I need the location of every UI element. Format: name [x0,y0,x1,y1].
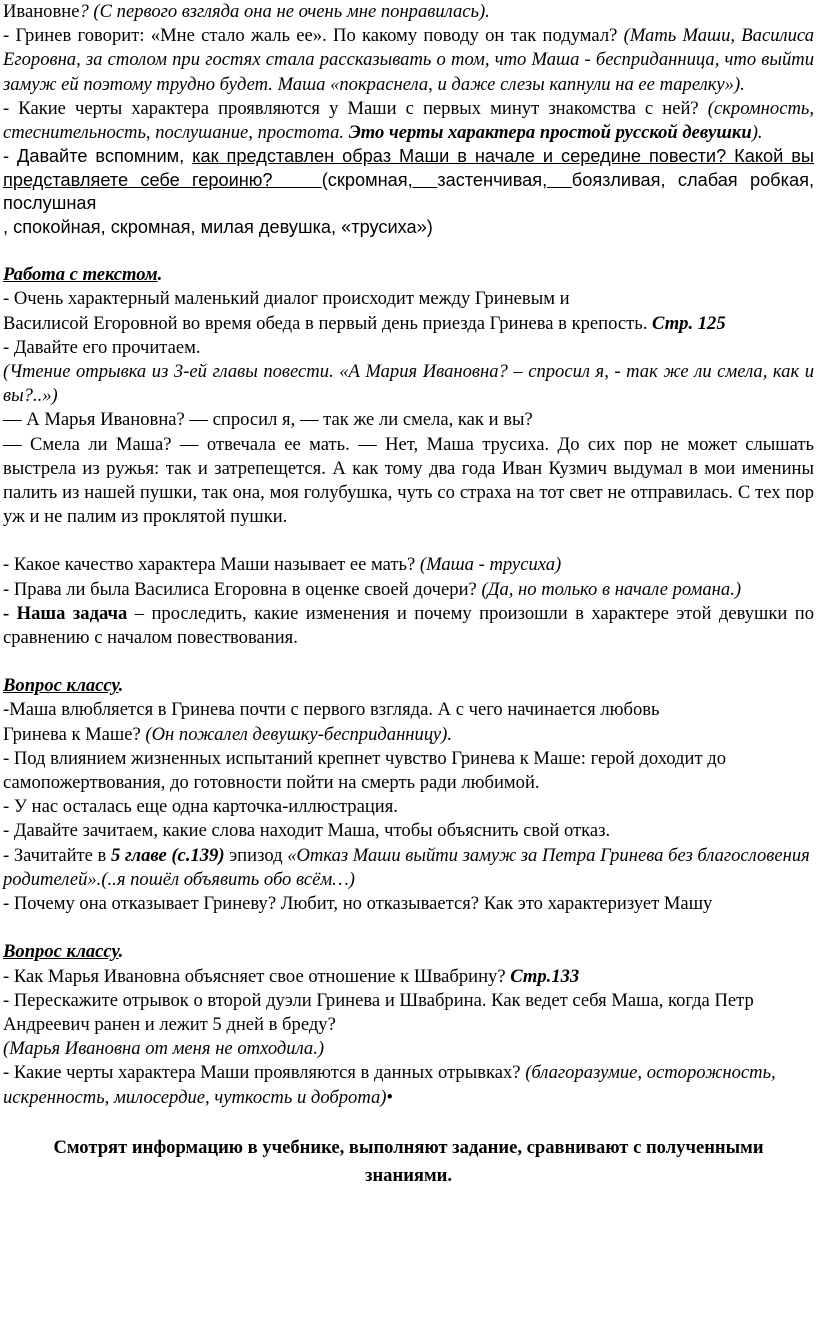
intro-line: Ивановне? (С первого взгляда она не очень мне понравилась). [3,1,490,22]
dialogue-line: — А Марья Ивановна? — спросил я, — так же ли смела, как и вы? [3,409,533,431]
question-paragraph: - Гринев говорит: «Мне стало жаль ее». По какому поводу он так подумал? (Мать Маши, Василиса Егоровна, за столом при гостях стала рассказывать о том, что Маша - бесприданница, что выйти замуж ей поэтому трудно будет. Маша «покраснела, и даже слезы капнули на ее тарелку»). [3,25,814,95]
task-paragraph: - Наша задача – проследить, какие изменения и почему произошли в характере этой девушки по сравнению с началом повествования. [3,602,814,649]
text-line: - У нас осталась еще одна карточка-иллюстрация. [3,796,398,818]
text-line: - Под влиянием жизненных испытаний крепнет чувство Гринева к Маше: герой доходит до самопожертвования, до готовности пойти на смерть ради любимой. [3,747,726,794]
text-line: - Зачитайте в 5 главе (с.139) эпизод «Отказ Маши выйти замуж за Петра Гринева без благословения родителей».(..я пошёл объявить обо всём…) [3,844,810,890]
text-line: - Давайте его прочитаем. [3,336,201,358]
text-line: Гринева к Маше? (Он пожалел девушку-бесприданницу). [3,723,452,745]
bullet-mark: • [386,1086,393,1108]
text-line: -Маша влюбляется в Гринева почти с первого взгляда. А с чего начинается любовь [3,699,660,721]
text-line: - Давайте зачитаем, какие слова находит Маша, чтобы объяснить свой отказ. [3,820,611,842]
question-paragraph: - Какое качество характера Маши называет ее мать? (Маша - трусиха) [3,554,562,576]
section-heading: Работа с текстом. [3,264,163,286]
text-line: Василисой Егоровной во время обеда в первый день приезда Гринева в крепость. Стр. 125 [3,312,726,334]
section-heading: Вопрос классу. [3,941,124,963]
text-line: - Почему она отказывает Гриневу? Любит, но отказывается? Как это характеризует Машу [3,893,713,915]
dialogue-line: — Смела ли Маша? — отвечала ее мать. — Нет, Маша трусиха. До сих пор не может слышать выстрела из ружья: так и затрепещется. А как тому два года Иван Кузмич выдумал в мои именины палить из нашей пушки, так она, моя голубушка, чуть со страха на тот свет не отправилась. С тех пор уж и не палим из проклятой пушки. [3,433,814,528]
reading-note: (Чтение отрывка из 3-ей главы повести. «А Мария Ивановна? – спросил я, - так же ли смела, как и вы?..») [3,361,814,407]
question-paragraph: - Давайте вспомним, как представлен образ Маши в начале и середине повести? Какой вы представляете себе героиню? (скромная, застенчивая, боязливая, слабая робкая, послушная , спокойная, скромная, милая девушка, «трусиха») [3,146,815,237]
question-paragraph: - Какие черты характера проявляются у Маши с первых минут знакомства с ней? (скромность, стеснительность, послушание, простота. Это черты характера простой русской девушки). [3,97,814,144]
text-line: - Какие черты характера Маши проявляются в данных отрывках? (благоразумие, осторожность, искренность, милосердие, чуткость и доброта)• [3,1062,776,1108]
text-line: (Марья Ивановна от меня не отходила.) [3,1038,325,1060]
text-line: - Как Марья Ивановна объясняет свое отношение к Швабрину? Стр.133 [3,965,580,987]
question-paragraph: - Права ли была Василиса Егоровна в оценке своей дочери? (Да, но только в начале романа.) [3,578,742,600]
section-heading: Вопрос классу. [3,675,124,697]
summary-line: Смотрят информацию в учебнике, выполняют задание, сравнивают с полученными знаниями. [53,1136,764,1186]
text-line: - Перескажите отрывок о второй дуэли Гринева и Швабрина. Как ведет себя Маша, когда Петр Андреевич ранен и лежит 5 дней в бреду? [3,989,754,1035]
text-line: - Очень характерный маленький диалог происходит между Гриневым и [3,288,570,310]
